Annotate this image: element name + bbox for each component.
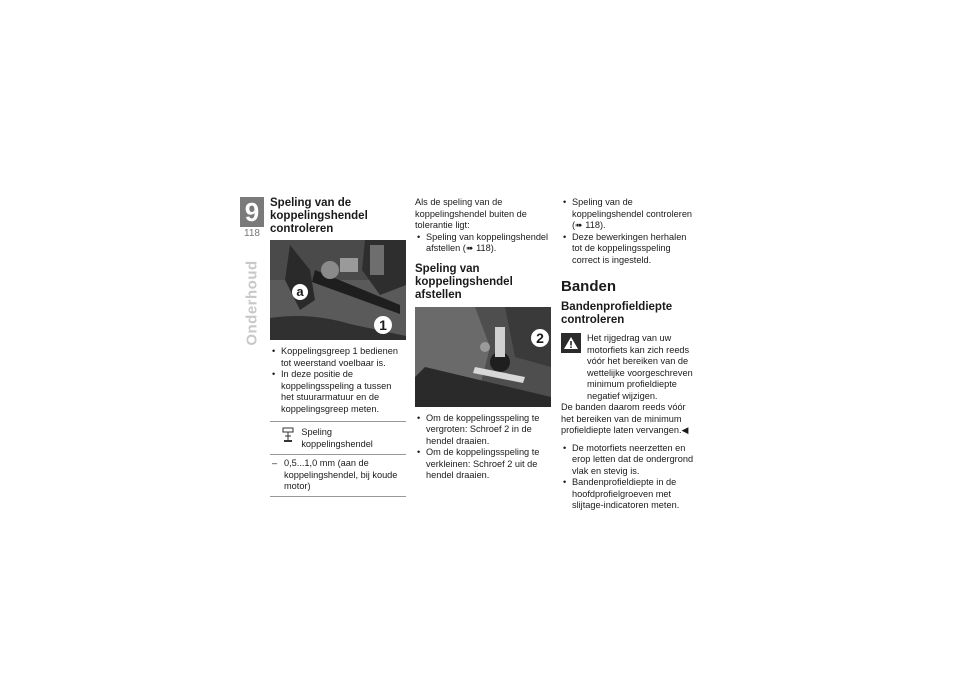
col2-bullet-list-2 [415, 413, 551, 482]
warning-icon [561, 333, 581, 353]
column-2 [415, 197, 551, 482]
adjust-screw-illustration [415, 307, 551, 407]
spec-header [270, 422, 406, 455]
section-title-check-clutch: Speling van de koppelingshendel controleren [270, 197, 368, 235]
warning-text-2: De banden daarom reeds vóór het bereiken van de minimum profieldiepte laten vervangen.◀ [561, 402, 689, 435]
spec-value: 0,5...1,0 mm (aan de koppelingshendel, bij koude motor) [284, 458, 398, 491]
figure-label-a: a [292, 284, 308, 300]
list-item: • In deze positie de koppelingsspeling a tussen het stuurarmatuur en de koppelingsgreep meten. [270, 369, 406, 415]
spec-row [270, 455, 406, 496]
list-item: • Speling van de koppelingshendel controleren (➠ 118). [561, 197, 697, 232]
figure-label-2: 2 [531, 329, 549, 347]
warning-text: Het rijgedrag van uw motorfiets kan zich reeds vóór het bereiken van de wettelijke voorgeschreven minimum profieldiepte negatief wijzigen. [587, 333, 693, 401]
list-item: • Om de koppelingsspeling te vergroten: Schroef 2 in de hendel draaien. [415, 413, 551, 448]
intro-text: Als de speling van de koppelingshendel buiten de tolerantie ligt: [415, 197, 527, 230]
figure-adjust-screw [415, 307, 551, 407]
section-heading-tyres: Banden [561, 278, 617, 295]
list-item: • Deze bewerkingen herhalen tot de koppelingsspeling correct is ingesteld. [561, 232, 697, 267]
col1-bullet-list [270, 346, 406, 415]
column-1 [270, 197, 406, 497]
gauge-icon [282, 427, 295, 443]
section-label [239, 258, 265, 348]
section-title-tread-depth: Bandenprofieldiepte controleren [561, 301, 673, 326]
section-label-text: Onderhoud [243, 260, 261, 346]
column-3 [561, 197, 697, 512]
figure-clutch-lever [270, 240, 406, 340]
spec-table [270, 421, 406, 497]
list-item: • Koppelingsgreep 1 bedienen tot weerstand voelbaar is. [270, 346, 406, 369]
list-item: • Speling van koppelingshendel afstellen (➠ 118). [415, 232, 551, 255]
page-number: 118 [244, 228, 260, 239]
list-item: • Om de koppelingsspeling te verkleinen: Schroef 2 uit de hendel draaien. [415, 447, 551, 482]
chapter-tab [240, 197, 264, 239]
warning-block [561, 333, 697, 402]
col3-bullet-list-2 [561, 443, 697, 512]
spec-title: Speling koppelingshendel [301, 427, 373, 449]
list-item: • Bandenprofieldiepte in de hoofdprofielgroeven met slijtage-indicatoren meten. [561, 477, 697, 512]
list-item: • De motorfiets neerzetten en erop letten dat de ondergrond vlak en stevig is. [561, 443, 697, 478]
col2-bullet-list-1 [415, 232, 551, 255]
section-title-adjust-clutch: Speling van koppelingshendel afstellen [415, 262, 513, 301]
chapter-number: 9 [240, 197, 264, 227]
dash-marker: – [272, 458, 278, 468]
figure-label-1: 1 [374, 316, 392, 334]
col3-bullet-list-1 [561, 197, 697, 266]
